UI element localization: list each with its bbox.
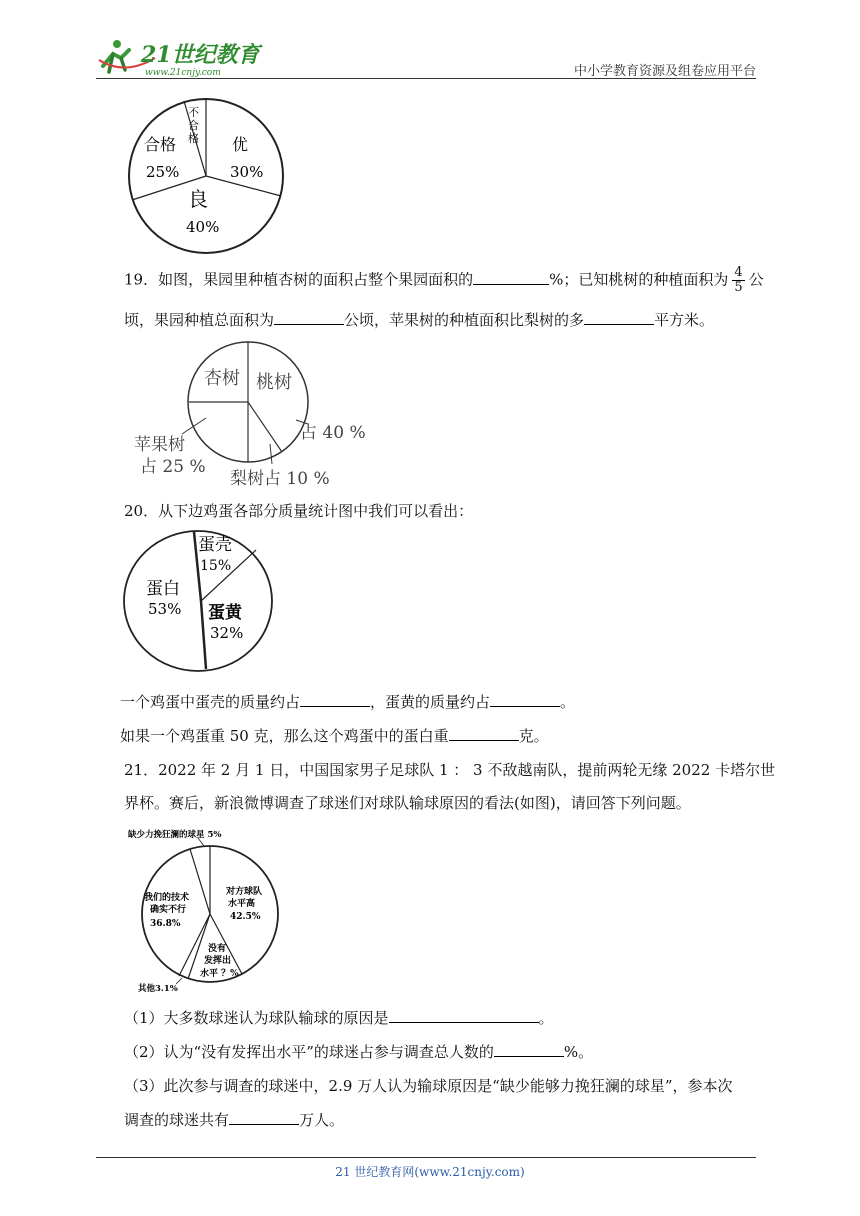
question-21-sub-2 [124, 1041, 593, 1063]
answer-blank[interactable] [300, 692, 370, 707]
question-text: %。 [563, 1043, 594, 1061]
slice-label: 杏树 [204, 368, 240, 389]
site-logo [95, 36, 265, 80]
question-text: 从下边鸡蛋各部分质量统计图中我们可以看出： [158, 502, 474, 520]
slice-value: 15% [200, 558, 232, 574]
question-text: （2）认为“没有发挥出水平”的球迷占参与调查总人数的 [124, 1043, 494, 1061]
question-21-sub-3-line-2 [124, 1109, 344, 1131]
football-pie-chart [124, 826, 284, 998]
answer-blank[interactable] [473, 270, 549, 285]
slice-value: 53% [148, 600, 182, 618]
question-21-sub-3-line-1 [124, 1075, 733, 1097]
answer-blank[interactable] [490, 692, 560, 707]
orchard-pie-chart [132, 340, 382, 492]
question-21-line-1 [124, 759, 775, 781]
question-number: 20． [124, 502, 159, 520]
slice-label: 蛋白 [146, 579, 180, 599]
question-text: 如果一个鸡蛋重 50 克，那么这个鸡蛋中的蛋白重 [120, 727, 449, 745]
question-text: 一个鸡蛋中蛋壳的质量约占 [120, 693, 301, 711]
question-text: 。 [560, 693, 576, 711]
footer-divider [96, 1157, 756, 1158]
question-text: （1）大多数球迷认为球队输球的原因是 [124, 1009, 389, 1027]
slice-label: 发挥出 [204, 956, 232, 966]
question-text: 如图，果园里种植杏树的面积占整个果园面积的 [158, 270, 474, 289]
slice-label: 其他3.1% [138, 984, 178, 994]
question-text: 克。 [518, 727, 549, 745]
question-text: 调查的球迷共有 [124, 1111, 230, 1129]
question-text: %；已知桃树的种植面积为 [549, 270, 729, 289]
slice-label: 没有 [208, 944, 227, 954]
slice-label: 桃树 [256, 372, 292, 393]
question-text: ，蛋黄的质量约占 [370, 693, 491, 711]
slice-label: 格 [188, 132, 199, 145]
question-21-sub-1 [124, 1007, 554, 1029]
slice-value: 30% [230, 163, 264, 181]
answer-blank[interactable] [389, 1008, 539, 1023]
question-number: 21． [124, 761, 159, 779]
slice-value: 36.8% [150, 919, 181, 929]
slice-value: 占 40 % [300, 423, 366, 443]
slice-label: 对方球队 [226, 887, 263, 897]
question-21-line-2 [124, 792, 691, 814]
header-divider [96, 78, 756, 79]
slice-label: 水平高 [228, 899, 256, 909]
question-20-line-2 [120, 691, 575, 713]
platform-name: 中小学教育资源及组卷应用平台 [573, 64, 756, 79]
slice-label: 缺少力挽狂澜的球星 5% [128, 830, 222, 840]
grades-pie-chart [124, 96, 294, 260]
egg-pie-chart [120, 530, 280, 680]
question-20-line-1 [124, 500, 473, 522]
slice-value: 40% [186, 218, 220, 236]
question-text: 平方米。 [654, 311, 715, 329]
slice-label: 苹果树 [134, 435, 185, 455]
question-text: 公 [748, 270, 764, 289]
slice-label: 不 [188, 106, 199, 119]
fraction [732, 266, 744, 295]
question-text: （3）此次参与调查的球迷中，2.9 万人认为输球原因是“缺少能够力挽狂澜的球星”，参本次 [124, 1077, 733, 1095]
slice-label: 梨树占 10 % [230, 469, 330, 488]
slice-label: 蛋黄 [208, 603, 242, 623]
slice-value: 25% [146, 163, 180, 181]
slice-value: 水平 ？% [200, 969, 239, 979]
question-text: 2022 年 2 月 1 日，中国国家男子足球队 1 ： 3 不敌越南队，提前两轮无缘 2022 卡塔尔世 [158, 761, 776, 779]
answer-blank[interactable] [274, 310, 344, 325]
slice-value: 占 25 % [140, 457, 206, 477]
slice-label: 合 [188, 119, 199, 132]
logo-text: 21世纪教育 [141, 42, 260, 68]
slice-value: 32% [210, 624, 244, 642]
slice-label: 合格 [144, 135, 177, 154]
logo-url: www.21cnjy.com [145, 68, 221, 78]
footer-link[interactable]: 21 世纪教育网(www.21cnjy.com) [335, 1165, 525, 1179]
question-text: 界杯。赛后，新浪微博调查了球迷们对球队输球原因的看法(如图)，请回答下列问题。 [124, 794, 691, 812]
fraction-denominator: 5 [734, 280, 743, 295]
answer-blank[interactable] [584, 310, 654, 325]
question-text: 顷，果园种植总面积为 [124, 311, 275, 329]
answer-blank[interactable] [494, 1042, 564, 1057]
slice-label: 我们的技术 [144, 893, 190, 903]
slice-value: 42.5% [230, 912, 261, 922]
fraction-numerator: 4 [734, 265, 743, 280]
question-19-line-1 [124, 266, 764, 295]
question-text: 公顷，苹果树的种植面积比梨树的多 [344, 311, 585, 329]
question-text: 万人。 [299, 1111, 345, 1129]
question-number: 19． [124, 270, 159, 289]
answer-blank[interactable] [449, 726, 519, 741]
question-text: 。 [538, 1009, 554, 1027]
slice-label: 确实不行 [150, 905, 187, 915]
answer-blank[interactable] [229, 1110, 299, 1125]
slice-label: 良 [188, 187, 208, 211]
question-20-line-3 [120, 725, 549, 747]
slice-label: 蛋壳 [198, 535, 232, 555]
question-19-line-2 [124, 309, 714, 331]
slice-label: 优 [232, 135, 249, 154]
